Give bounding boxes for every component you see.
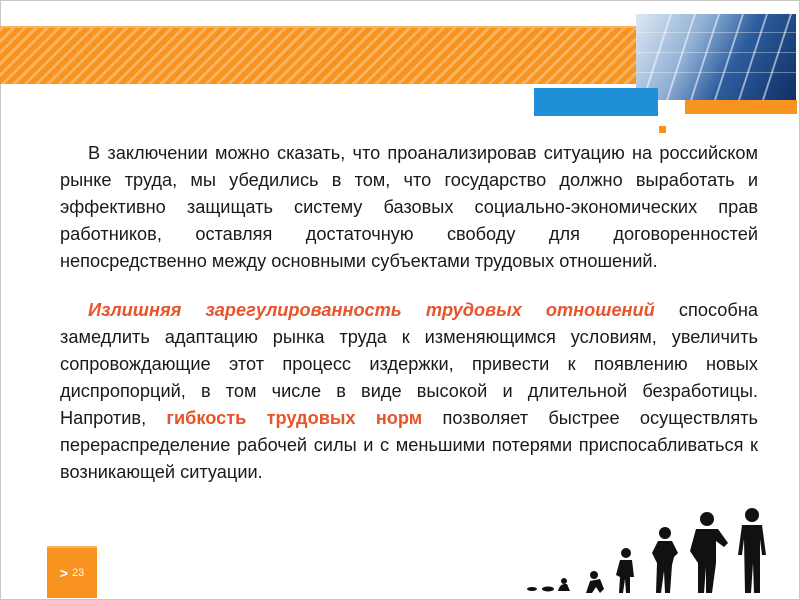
building-photo	[636, 14, 796, 100]
paragraph-regulation	[60, 297, 758, 486]
human-evolution-silhouettes	[520, 505, 790, 595]
orange-accent-square	[659, 126, 666, 133]
orange-accent-bar	[685, 100, 797, 114]
page-number-badge	[47, 548, 97, 598]
blue-accent-bar	[534, 88, 658, 116]
orange-header-band	[0, 28, 640, 84]
human-evolution-icon	[520, 505, 790, 595]
highlight-overregulation: Излишняя зарегулированность трудовых отношений	[88, 300, 655, 320]
paragraph-regulation-text2: позволяет быстрее осуществлять перераспределение рабочей силы и с меньшими потерями приспосабливаться к возникающей ситуации.	[60, 408, 759, 482]
highlight-flexibility: гибкость трудовых норм	[166, 408, 423, 428]
chevron-right-icon: >	[59, 565, 68, 581]
paragraph-conclusion: В заключении можно сказать, что проанализировав ситуацию на российском рынке труда, мы убедились в том, что государство должно выработать и эффективно защищать систему базовых социально-экономических прав работников, оставляя достаточную свободу для договоренностей непосредственно между основными субъектами трудовых отношений.	[60, 143, 758, 271]
paragraph-regulation-text1: способна замедлить адаптацию рынка труда к изменяющимся условиям, увеличить сопровождающие этот процесс издержки, привести к появлению новых диспропорций, в том числе в виде высокой и длительной безработицы. Напротив,	[60, 300, 758, 428]
page-number: 23	[71, 567, 85, 579]
body-text	[60, 140, 758, 486]
